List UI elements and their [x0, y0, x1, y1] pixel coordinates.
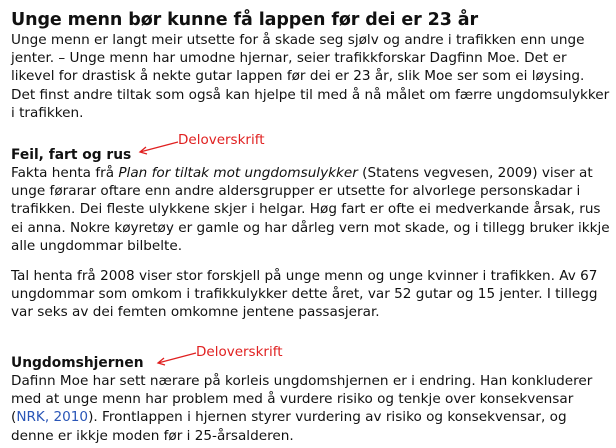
annotation-arrow-2-icon: [152, 349, 200, 369]
section1-paragraph: [11, 164, 611, 255]
section1-text-pre: Fakta henta frå: [11, 165, 119, 181]
section-ungdomshjernen: [11, 354, 611, 445]
annotation-arrow-1-icon: [134, 138, 182, 158]
statistics-paragraph: Tal henta frå 2008 viser stor forskjell på unge menn og unge kvinner i trafikken. Av 67 ungdommar som omkom i trafikkulykker dette året, var 52 gutar og 15 jenter. I tillegg var seks av dei femten omkomne jentene passasjerar.: [11, 268, 598, 321]
section2-paragraph: [11, 372, 611, 445]
annotation-label-2: Deloverskrift: [196, 344, 283, 360]
section2-text-post: ). Frontlappen i hjernen styrer vurdering av risiko og konsekvensar, og denne er ikkje moden før i 25-årsalderen.: [11, 409, 567, 444]
source-title: Plan for tiltak mot ungdomsulykker: [118, 165, 358, 181]
annotation-label-1: Deloverskrift: [178, 132, 265, 148]
nrk-citation-link[interactable]: NRK, 2010: [16, 409, 89, 426]
section-feil-fart-og-rus: [11, 146, 611, 255]
subheading-ungdomshjernen: Ungdomshjernen: [11, 355, 144, 371]
section1-text-post: (Statens vegvesen, 2009) viser at unge førarar oftare enn andre aldersgrupper er utsette for alvorlege personskadar i trafikken. Dei fleste ulykkene skjer i helgar. Høg fart er ofte ei medverkande årsak, rus ei anna. Nokre køyretøy er gamle og har dårleg vern mot skade, og i tillegg bruker ikkje alle ungdommar bilbelte.: [11, 165, 610, 254]
section2-text-pre: Dafinn Moe har sett nærare på korleis ungdomshjernen er i endring. Han konkluderer med at unge menn har problem med å vurdere risiko og tenkje over konsekvensar (: [11, 373, 593, 426]
subheading-feil-fart-og-rus: Feil, fart og rus: [11, 147, 132, 163]
lead-paragraph: Unge menn er langt meir utsette for å skade seg sjølv og andre i trafikken enn unge jenter. – Unge menn har umodne hjernar, seier trafikkforskar Dagfinn Moe. Det er likevel for drastisk å nekte gutar lappen før dei er 23 år, slik Moe ser som ei løysing. Det finst andre tiltak som også kan hjelpe til med å nå målet om færre ungdomsulykker i trafikken.: [11, 32, 610, 121]
article-title: Unge menn bør kunne få lappen før dei er 23 år: [11, 10, 479, 30]
